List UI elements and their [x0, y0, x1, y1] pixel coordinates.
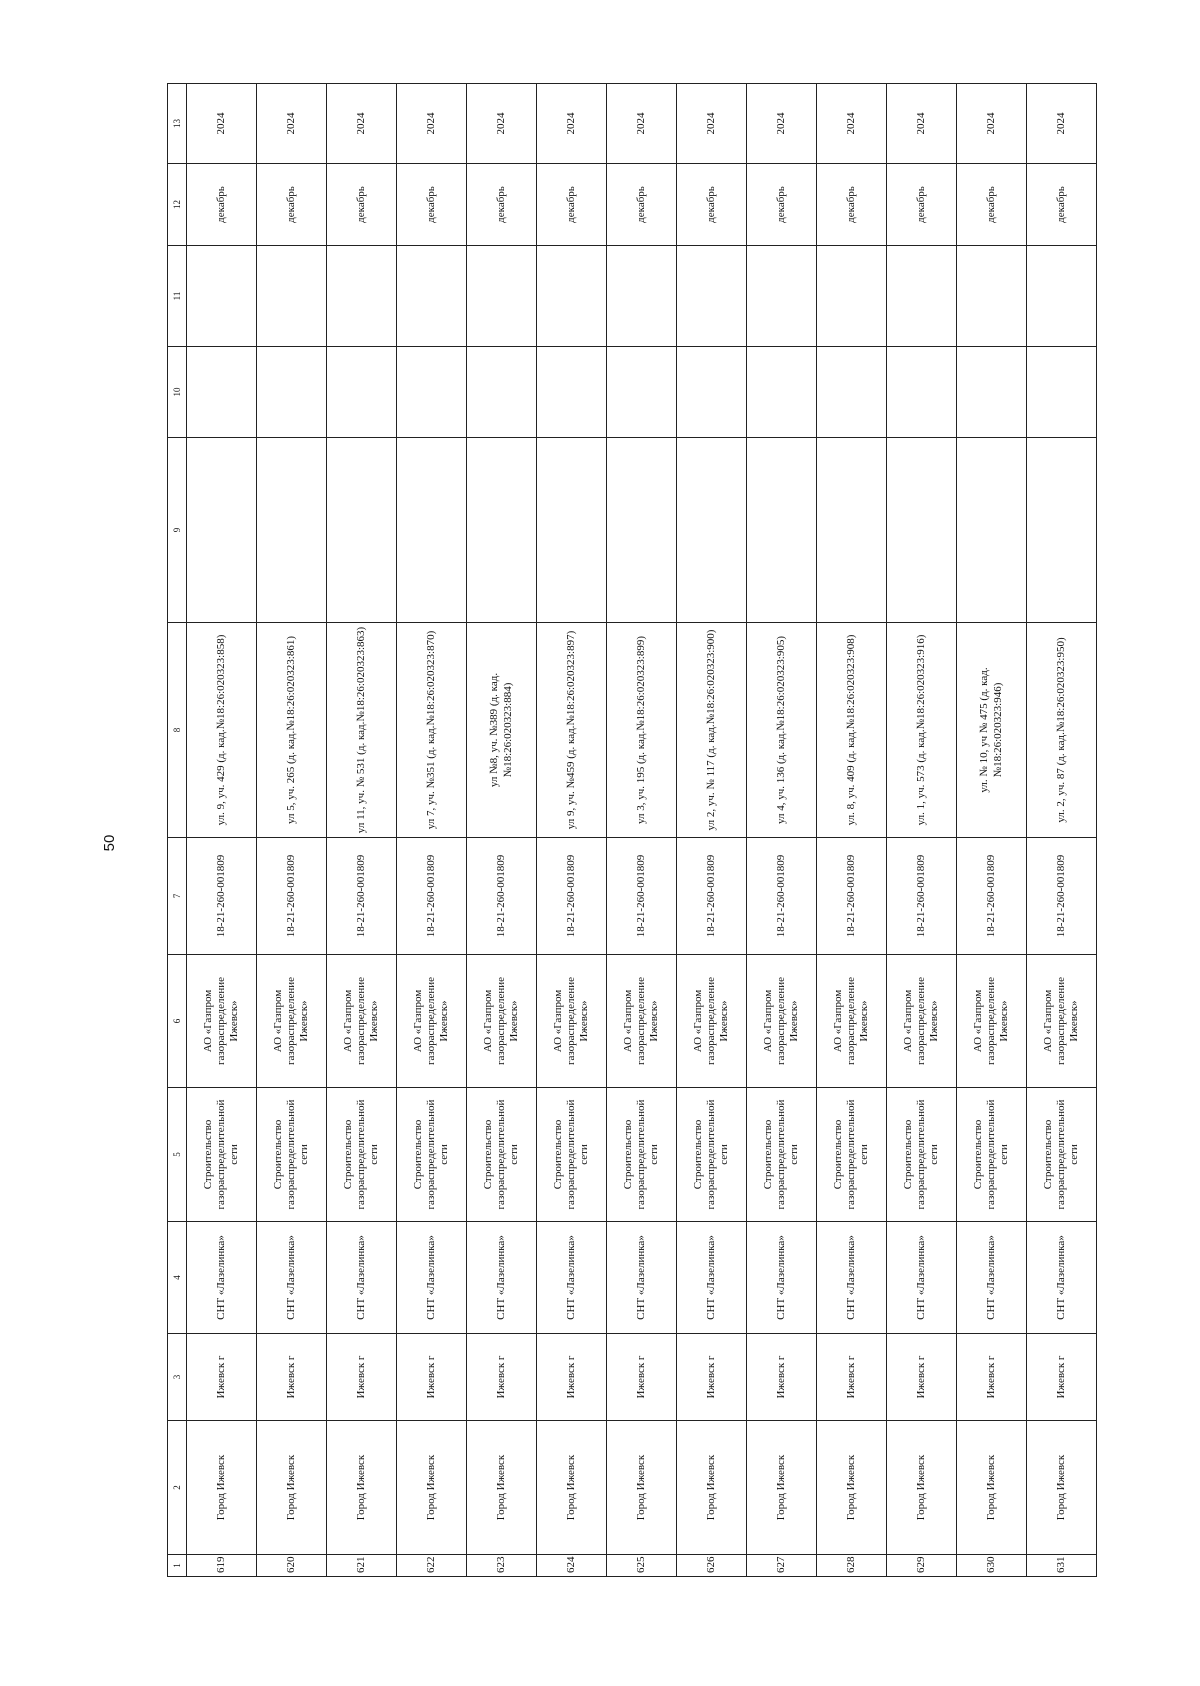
work-type-cell: Строительство газораспределительной сети [257, 1088, 327, 1222]
empty-cell-10 [537, 347, 607, 438]
empty-cell-9 [747, 438, 817, 623]
address-cell: ул 3, уч. 195 (д. кад.№18:26:020323:899) [607, 623, 677, 838]
settlement-cell: СНТ «Лазелинка» [187, 1222, 257, 1334]
empty-cell-11 [397, 246, 467, 347]
column-number: 2 [168, 1421, 187, 1555]
address-cell: ул. № 10, уч № 475 (д. кад.№18:26:020323:946) [957, 623, 1027, 838]
address-cell: ул. 8, уч. 409 (д. кад.№18:26:020323:908) [817, 623, 887, 838]
code-cell: 18-21-260-001809 [537, 838, 607, 955]
empty-cell-11 [887, 246, 957, 347]
gasification-table [167, 83, 1097, 1577]
column-number-row [168, 84, 187, 1577]
column-number: 7 [168, 838, 187, 955]
year-cell: 2024 [607, 84, 677, 164]
empty-cell-10 [677, 347, 747, 438]
work-type-cell: Строительство газораспределительной сети [957, 1088, 1027, 1222]
column-number: 5 [168, 1088, 187, 1222]
settlement-cell: СНТ «Лазелинка» [327, 1222, 397, 1334]
row-number: 631 [1027, 1555, 1097, 1577]
column-number: 10 [168, 347, 187, 438]
organization-cell: АО «Газпром газораспределение Ижевск» [607, 955, 677, 1088]
row-number: 620 [257, 1555, 327, 1577]
code-cell: 18-21-260-001809 [957, 838, 1027, 955]
table-row [957, 84, 1027, 1577]
table-row [257, 84, 327, 1577]
year-cell: 2024 [957, 84, 1027, 164]
empty-cell-10 [887, 347, 957, 438]
locality-cell: Ижевск г [537, 1334, 607, 1421]
settlement-cell: СНТ «Лазелинка» [537, 1222, 607, 1334]
year-cell: 2024 [747, 84, 817, 164]
municipality-cell: Город Ижевск [467, 1421, 537, 1555]
locality-cell: Ижевск г [467, 1334, 537, 1421]
month-cell: декабрь [677, 164, 747, 246]
month-cell: декабрь [1027, 164, 1097, 246]
row-number: 624 [537, 1555, 607, 1577]
municipality-cell: Город Ижевск [1027, 1421, 1097, 1555]
year-cell: 2024 [537, 84, 607, 164]
empty-cell-10 [467, 347, 537, 438]
empty-cell-11 [957, 246, 1027, 347]
empty-cell-10 [1027, 347, 1097, 438]
empty-cell-9 [187, 438, 257, 623]
empty-cell-9 [257, 438, 327, 623]
address-cell: ул 4, уч. 136 (д. кад.№18:26:020323:905) [747, 623, 817, 838]
locality-cell: Ижевск г [957, 1334, 1027, 1421]
organization-cell: АО «Газпром газораспределение Ижевск» [397, 955, 467, 1088]
column-number: 13 [168, 84, 187, 164]
locality-cell: Ижевск г [1027, 1334, 1097, 1421]
column-number: 12 [168, 164, 187, 246]
municipality-cell: Город Ижевск [887, 1421, 957, 1555]
empty-cell-10 [747, 347, 817, 438]
municipality-cell: Город Ижевск [747, 1421, 817, 1555]
work-type-cell: Строительство газораспределительной сети [817, 1088, 887, 1222]
empty-cell-10 [957, 347, 1027, 438]
month-cell: декабрь [607, 164, 677, 246]
organization-cell: АО «Газпром газораспределение Ижевск» [467, 955, 537, 1088]
address-cell: ул 5, уч. 265 (д. кад.№18:26:020323:861) [257, 623, 327, 838]
month-cell: декабрь [747, 164, 817, 246]
organization-cell: АО «Газпром газораспределение Ижевск» [817, 955, 887, 1088]
municipality-cell: Город Ижевск [607, 1421, 677, 1555]
settlement-cell: СНТ «Лазелинка» [397, 1222, 467, 1334]
year-cell: 2024 [677, 84, 747, 164]
column-number: 6 [168, 955, 187, 1088]
address-cell: ул 2, уч. № 117 (д. кад.№18:26:020323:900) [677, 623, 747, 838]
municipality-cell: Город Ижевск [537, 1421, 607, 1555]
table-row [537, 84, 607, 1577]
code-cell: 18-21-260-001809 [607, 838, 677, 955]
month-cell: декабрь [397, 164, 467, 246]
empty-cell-11 [677, 246, 747, 347]
row-number: 626 [677, 1555, 747, 1577]
settlement-cell: СНТ «Лазелинка» [607, 1222, 677, 1334]
work-type-cell: Строительство газораспределительной сети [397, 1088, 467, 1222]
column-number: 3 [168, 1334, 187, 1421]
row-number: 625 [607, 1555, 677, 1577]
year-cell: 2024 [397, 84, 467, 164]
work-type-cell: Строительство газораспределительной сети [677, 1088, 747, 1222]
organization-cell: АО «Газпром газораспределение Ижевск» [257, 955, 327, 1088]
locality-cell: Ижевск г [397, 1334, 467, 1421]
empty-cell-11 [257, 246, 327, 347]
empty-cell-11 [187, 246, 257, 347]
work-type-cell: Строительство газораспределительной сети [1027, 1088, 1097, 1222]
column-number: 8 [168, 623, 187, 838]
settlement-cell: СНТ «Лазелинка» [817, 1222, 887, 1334]
year-cell: 2024 [887, 84, 957, 164]
year-cell: 2024 [327, 84, 397, 164]
empty-cell-9 [957, 438, 1027, 623]
municipality-cell: Город Ижевск [187, 1421, 257, 1555]
row-number: 619 [187, 1555, 257, 1577]
month-cell: декабрь [537, 164, 607, 246]
month-cell: декабрь [817, 164, 887, 246]
settlement-cell: СНТ «Лазелинка» [887, 1222, 957, 1334]
work-type-cell: Строительство газораспределительной сети [327, 1088, 397, 1222]
empty-cell-9 [467, 438, 537, 623]
municipality-cell: Город Ижевск [677, 1421, 747, 1555]
code-cell: 18-21-260-001809 [677, 838, 747, 955]
month-cell: декабрь [467, 164, 537, 246]
organization-cell: АО «Газпром газораспределение Ижевск» [537, 955, 607, 1088]
row-number: 621 [327, 1555, 397, 1577]
year-cell: 2024 [1027, 84, 1097, 164]
locality-cell: Ижевск г [327, 1334, 397, 1421]
year-cell: 2024 [187, 84, 257, 164]
municipality-cell: Город Ижевск [257, 1421, 327, 1555]
locality-cell: Ижевск г [817, 1334, 887, 1421]
settlement-cell: СНТ «Лазелинка» [257, 1222, 327, 1334]
year-cell: 2024 [467, 84, 537, 164]
table-row [1027, 84, 1097, 1577]
month-cell: декабрь [257, 164, 327, 246]
row-number: 627 [747, 1555, 817, 1577]
table-row [607, 84, 677, 1577]
empty-cell-11 [607, 246, 677, 347]
settlement-cell: СНТ «Лазелинка» [677, 1222, 747, 1334]
municipality-cell: Город Ижевск [957, 1421, 1027, 1555]
row-number: 623 [467, 1555, 537, 1577]
settlement-cell: СНТ «Лазелинка» [747, 1222, 817, 1334]
address-cell: ул 7, уч. №351 (д. кад.№18:26:020323:870) [397, 623, 467, 838]
code-cell: 18-21-260-001809 [327, 838, 397, 955]
empty-cell-9 [1027, 438, 1097, 623]
code-cell: 18-21-260-001809 [747, 838, 817, 955]
empty-cell-11 [1027, 246, 1097, 347]
address-cell: ул №8, уч. №389 (д. кад.№18:26:020323:884) [467, 623, 537, 838]
organization-cell: АО «Газпром газораспределение Ижевск» [887, 955, 957, 1088]
locality-cell: Ижевск г [607, 1334, 677, 1421]
work-type-cell: Строительство газораспределительной сети [187, 1088, 257, 1222]
table-row [887, 84, 957, 1577]
locality-cell: Ижевск г [257, 1334, 327, 1421]
month-cell: декабрь [957, 164, 1027, 246]
row-number: 622 [397, 1555, 467, 1577]
address-cell: ул. 2, уч. 87 (д. кад.№18:26:020323:950) [1027, 623, 1097, 838]
row-number: 628 [817, 1555, 887, 1577]
municipality-cell: Город Ижевск [397, 1421, 467, 1555]
empty-cell-10 [187, 347, 257, 438]
code-cell: 18-21-260-001809 [887, 838, 957, 955]
empty-cell-9 [887, 438, 957, 623]
table-row [187, 84, 257, 1577]
year-cell: 2024 [817, 84, 887, 164]
empty-cell-10 [607, 347, 677, 438]
empty-cell-9 [677, 438, 747, 623]
code-cell: 18-21-260-001809 [187, 838, 257, 955]
row-number: 629 [887, 1555, 957, 1577]
month-cell: декабрь [327, 164, 397, 246]
empty-cell-9 [397, 438, 467, 623]
municipality-cell: Город Ижевск [327, 1421, 397, 1555]
code-cell: 18-21-260-001809 [817, 838, 887, 955]
rotated-table-wrapper [167, 84, 1097, 1577]
locality-cell: Ижевск г [677, 1334, 747, 1421]
table-body [187, 84, 1097, 1577]
empty-cell-10 [397, 347, 467, 438]
column-number: 11 [168, 246, 187, 347]
column-number: 4 [168, 1222, 187, 1334]
settlement-cell: СНТ «Лазелинка» [957, 1222, 1027, 1334]
table-row [327, 84, 397, 1577]
empty-cell-10 [817, 347, 887, 438]
address-cell: ул. 1, уч. 573 (д. кад.№18:26:020323:916) [887, 623, 957, 838]
row-number: 630 [957, 1555, 1027, 1577]
address-cell: ул. 9, уч. 429 (д. кад.№18:26:020323:858) [187, 623, 257, 838]
month-cell: декабрь [187, 164, 257, 246]
table-row [467, 84, 537, 1577]
code-cell: 18-21-260-001809 [257, 838, 327, 955]
address-cell: ул 9, уч. №459 (д. кад.№18:26:020323:897) [537, 623, 607, 838]
code-cell: 18-21-260-001809 [467, 838, 537, 955]
table-row [677, 84, 747, 1577]
locality-cell: Ижевск г [747, 1334, 817, 1421]
table-row [817, 84, 887, 1577]
settlement-cell: СНТ «Лазелинка» [1027, 1222, 1097, 1334]
empty-cell-9 [327, 438, 397, 623]
empty-cell-11 [467, 246, 537, 347]
empty-cell-10 [257, 347, 327, 438]
empty-cell-9 [817, 438, 887, 623]
locality-cell: Ижевск г [887, 1334, 957, 1421]
work-type-cell: Строительство газораспределительной сети [887, 1088, 957, 1222]
organization-cell: АО «Газпром газораспределение Ижевск» [187, 955, 257, 1088]
empty-cell-9 [607, 438, 677, 623]
organization-cell: АО «Газпром газораспределение Ижевск» [677, 955, 747, 1088]
table-row [747, 84, 817, 1577]
address-cell: ул 11, уч. № 531 (д. кад.№18:26:020323:863) [327, 623, 397, 838]
code-cell: 18-21-260-001809 [1027, 838, 1097, 955]
settlement-cell: СНТ «Лазелинка» [467, 1222, 537, 1334]
empty-cell-10 [327, 347, 397, 438]
column-number: 1 [168, 1555, 187, 1577]
page-number: 50 [101, 834, 118, 852]
work-type-cell: Строительство газораспределительной сети [467, 1088, 537, 1222]
code-cell: 18-21-260-001809 [397, 838, 467, 955]
organization-cell: АО «Газпром газораспределение Ижевск» [957, 955, 1027, 1088]
empty-cell-11 [537, 246, 607, 347]
organization-cell: АО «Газпром газораспределение Ижевск» [747, 955, 817, 1088]
organization-cell: АО «Газпром газораспределение Ижевск» [1027, 955, 1097, 1088]
work-type-cell: Строительство газораспределительной сети [607, 1088, 677, 1222]
empty-cell-11 [747, 246, 817, 347]
empty-cell-11 [327, 246, 397, 347]
month-cell: декабрь [887, 164, 957, 246]
work-type-cell: Строительство газораспределительной сети [747, 1088, 817, 1222]
empty-cell-9 [537, 438, 607, 623]
locality-cell: Ижевск г [187, 1334, 257, 1421]
table-row [397, 84, 467, 1577]
municipality-cell: Город Ижевск [817, 1421, 887, 1555]
empty-cell-11 [817, 246, 887, 347]
column-number: 9 [168, 438, 187, 623]
organization-cell: АО «Газпром газораспределение Ижевск» [327, 955, 397, 1088]
work-type-cell: Строительство газораспределительной сети [537, 1088, 607, 1222]
year-cell: 2024 [257, 84, 327, 164]
